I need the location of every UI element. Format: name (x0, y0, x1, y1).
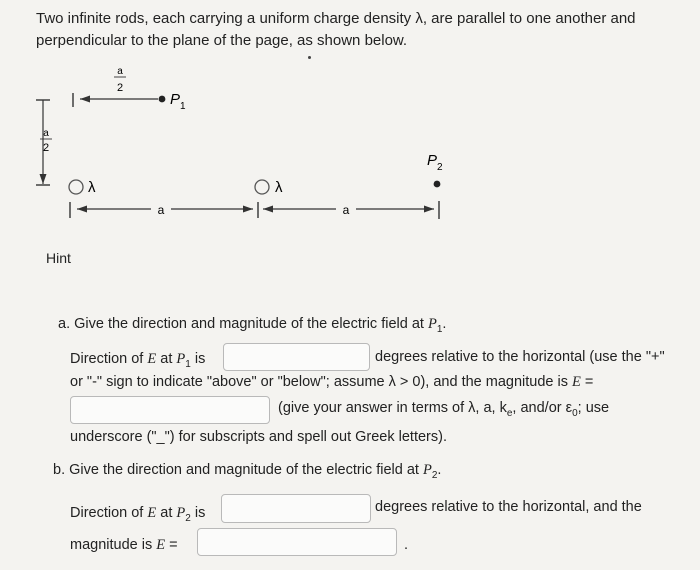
part-a-line-4: underscore ("_") for subscripts and spell out Greek letters). (70, 429, 447, 445)
intro-line-1: Two infinite rods, each carrying a uniform charge density λ, are parallel to one another and (36, 10, 636, 27)
part-b-direction-after: degrees relative to the horizontal, and the (375, 499, 642, 515)
top-fraction-num: a (117, 66, 123, 77)
span-1-label: a (157, 203, 165, 217)
left-fraction-den: 2 (42, 142, 50, 154)
part-b-magnitude-input[interactable] (197, 528, 397, 556)
part-a-direction-after: degrees relative to the horizontal (use the "+" (375, 349, 665, 365)
p2-sub: 2 (437, 162, 443, 173)
p1-label: P (170, 91, 181, 108)
part-b-heading: b. Give the direction and magnitude of the electric field at $P_2$. (53, 462, 442, 481)
part-b-trailing-period: . (404, 537, 409, 553)
left-fraction-num: a (43, 128, 49, 139)
part-b-direction-input[interactable] (221, 494, 371, 523)
top-fraction-den: 2 (116, 82, 124, 94)
p2-label: P (427, 152, 438, 169)
span-2-label: a (342, 203, 350, 217)
part-b-direction-label: Direction of E at $P_2$ is (70, 505, 206, 524)
intro-line-2: perpendicular to the plane of the page, as shown below. (36, 32, 408, 49)
bottom-dimension (70, 201, 439, 219)
part-a-heading: a. Give the direction and magnitude of the electric field at $P_1$. (58, 316, 447, 335)
part-a-line-3: (give your answer in terms of λ, a, $k_e$, and/or $\varepsilon_0$; use (278, 400, 610, 419)
rod-1-label: λ (88, 179, 96, 196)
part-a-direction-input[interactable] (223, 343, 370, 371)
p2-point (434, 181, 441, 188)
rods-diagram (0, 0, 700, 240)
rod-2-label: λ (275, 179, 283, 196)
top-dimension (73, 66, 158, 107)
rod-1 (69, 180, 83, 194)
part-a-magnitude-input[interactable] (70, 396, 270, 424)
part-b-magnitude-label: magnitude is E = (70, 537, 178, 553)
left-dimension (36, 100, 52, 185)
rod-2 (255, 180, 269, 194)
part-a-line-2: or "-" sign to indicate "above" or "below"; assume λ > 0), and the magnitude is E = (70, 374, 594, 390)
p1-sub: 1 (180, 101, 186, 112)
hint-link[interactable]: Hint (46, 250, 71, 266)
p1-point (159, 96, 166, 103)
part-a-direction-label: Direction of E at $P_1$ is (70, 351, 206, 370)
